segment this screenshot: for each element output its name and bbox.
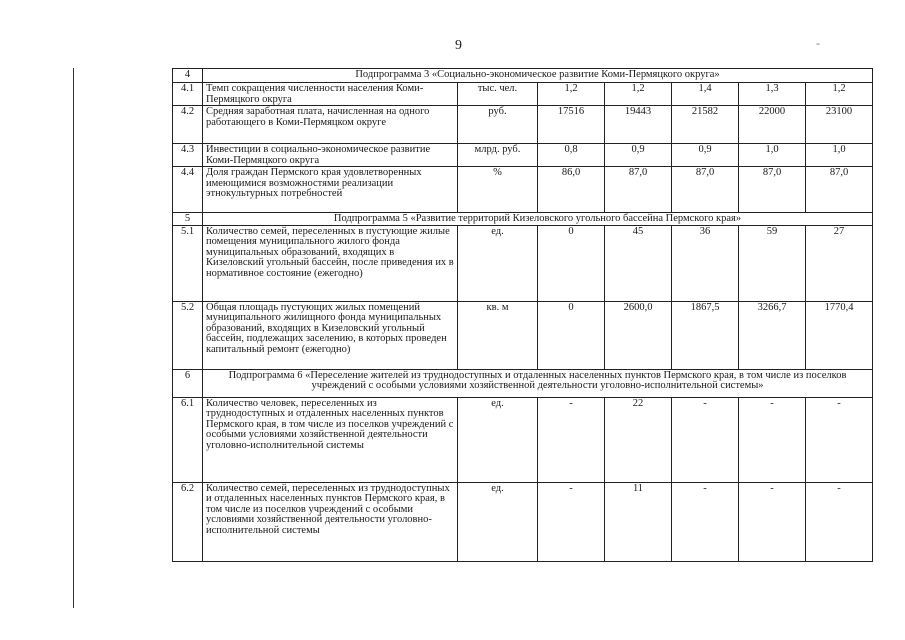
- indicator-row: [173, 83, 873, 106]
- indicator-value: 22: [605, 397, 672, 482]
- indicator-value: 0: [538, 301, 605, 369]
- row-number: 4.3: [173, 144, 203, 167]
- indicator-row: [173, 106, 873, 144]
- indicator-value: 11: [605, 482, 672, 561]
- row-number: 5.2: [173, 301, 203, 369]
- indicator-value: 0,8: [538, 144, 605, 167]
- indicator-value: 1,0: [739, 144, 806, 167]
- indicator-unit: %: [458, 167, 538, 213]
- indicator-value: -: [672, 482, 739, 561]
- indicator-value: 36: [672, 225, 739, 301]
- indicator-value: 2600,0: [605, 301, 672, 369]
- row-number: 4: [173, 69, 203, 83]
- indicator-value: 17516: [538, 106, 605, 144]
- indicator-value: 1,2: [605, 83, 672, 106]
- indicator-unit: ед.: [458, 225, 538, 301]
- indicator-value: 1867,5: [672, 301, 739, 369]
- page-number: 9: [455, 38, 462, 53]
- indicator-row: [173, 301, 873, 369]
- indicator-value: 86,0: [538, 167, 605, 213]
- indicator-unit: ед.: [458, 482, 538, 561]
- indicator-name: Темп сокращения численности населения Коми-Пермяцкого округа: [203, 83, 458, 106]
- indicator-value: 27: [806, 225, 873, 301]
- indicator-value: 19443: [605, 106, 672, 144]
- indicator-value: -: [672, 397, 739, 482]
- row-number: 4.4: [173, 167, 203, 213]
- indicator-value: 3266,7: [739, 301, 806, 369]
- indicator-value: -: [806, 397, 873, 482]
- indicator-value: 1,2: [806, 83, 873, 106]
- left-margin-rule: [73, 68, 74, 608]
- indicator-value: 1,3: [739, 83, 806, 106]
- indicator-name: Количество семей, переселенных из труднодоступных и отдаленных населенных пунктов Пермского края, в том числе из поселков учреждений с особыми условиями хозяйственной деятельности уголовно-исполнительной системы: [203, 482, 458, 561]
- indicator-value: 0: [538, 225, 605, 301]
- subprogram-row: [173, 69, 873, 83]
- subprogram-title: Подпрограмма 3 «Социально-экономическое развитие Коми-Пермяцкого округа»: [203, 69, 873, 83]
- indicator-row: [173, 167, 873, 213]
- row-number: 4.1: [173, 83, 203, 106]
- subprogram-row: [173, 213, 873, 226]
- indicator-row: [173, 225, 873, 301]
- indicator-value: 87,0: [672, 167, 739, 213]
- indicator-value: 1,4: [672, 83, 739, 106]
- indicator-value: -: [538, 482, 605, 561]
- subprogram-title: Подпрограмма 5 «Развитие территорий Кизеловского угольного бассейна Пермского края»: [203, 213, 873, 226]
- corner-mark: -: [816, 36, 820, 50]
- indicator-unit: руб.: [458, 106, 538, 144]
- indicator-value: 87,0: [605, 167, 672, 213]
- indicators-table: [172, 68, 873, 562]
- indicator-row: [173, 397, 873, 482]
- indicator-value: 0,9: [672, 144, 739, 167]
- indicator-value: 59: [739, 225, 806, 301]
- indicator-name: Средняя заработная плата, начисленная на одного работающего в Коми-Пермяцком округе: [203, 106, 458, 144]
- indicator-name: Количество семей, переселенных в пустующие жилые помещения муниципального жилого фонда муниципальных образований, входящих в Кизеловский угольный бассейн, после приведения их в нормативное состояние (ежегодно): [203, 225, 458, 301]
- indicator-value: 87,0: [806, 167, 873, 213]
- indicator-unit: кв. м: [458, 301, 538, 369]
- indicator-name: Инвестиции в социально-экономическое развитие Коми-Пермяцкого округа: [203, 144, 458, 167]
- indicator-name: Доля граждан Пермского края удовлетворенных имеющимися возможностями реализации этнокультурных потребностей: [203, 167, 458, 213]
- indicator-value: -: [806, 482, 873, 561]
- indicator-unit: млрд. руб.: [458, 144, 538, 167]
- subprogram-title: Подпрограмма 6 «Переселение жителей из труднодоступных и отдаленных населенных пунктов Пермского края, в том числе из поселков учреждений с особыми условиями хозяйственной деятельности уголовно-исполнительной системы»: [203, 369, 873, 397]
- indicator-value: -: [538, 397, 605, 482]
- row-number: 6.2: [173, 482, 203, 561]
- row-number: 5.1: [173, 225, 203, 301]
- indicator-value: 87,0: [739, 167, 806, 213]
- indicator-value: 45: [605, 225, 672, 301]
- row-number: 4.2: [173, 106, 203, 144]
- indicator-value: -: [739, 482, 806, 561]
- indicator-name: Общая площадь пустующих жилых помещений муниципального жилищного фонда муниципальных образований, входящих в Кизеловский угольный бассейн, подлежащих заселению, в которых проведен капитальный ремонт (ежегодно): [203, 301, 458, 369]
- indicator-value: -: [739, 397, 806, 482]
- indicator-unit: тыс. чел.: [458, 83, 538, 106]
- indicator-value: 22000: [739, 106, 806, 144]
- row-number: 5: [173, 213, 203, 226]
- indicator-value: 1,0: [806, 144, 873, 167]
- indicator-value: 1,2: [538, 83, 605, 106]
- indicator-value: 23100: [806, 106, 873, 144]
- indicator-row: [173, 144, 873, 167]
- indicator-value: 1770,4: [806, 301, 873, 369]
- row-number: 6.1: [173, 397, 203, 482]
- row-number: 6: [173, 369, 203, 397]
- indicator-name: Количество человек, переселенных из труднодоступных и отдаленных населенных пунктов Пермского края, в том числе из поселков учреждений с особыми условиями хозяйственной деятельности уголовно-исполнительной системы: [203, 397, 458, 482]
- indicator-value: 0,9: [605, 144, 672, 167]
- indicator-unit: ед.: [458, 397, 538, 482]
- subprogram-row: [173, 369, 873, 397]
- indicator-row: [173, 482, 873, 561]
- indicator-value: 21582: [672, 106, 739, 144]
